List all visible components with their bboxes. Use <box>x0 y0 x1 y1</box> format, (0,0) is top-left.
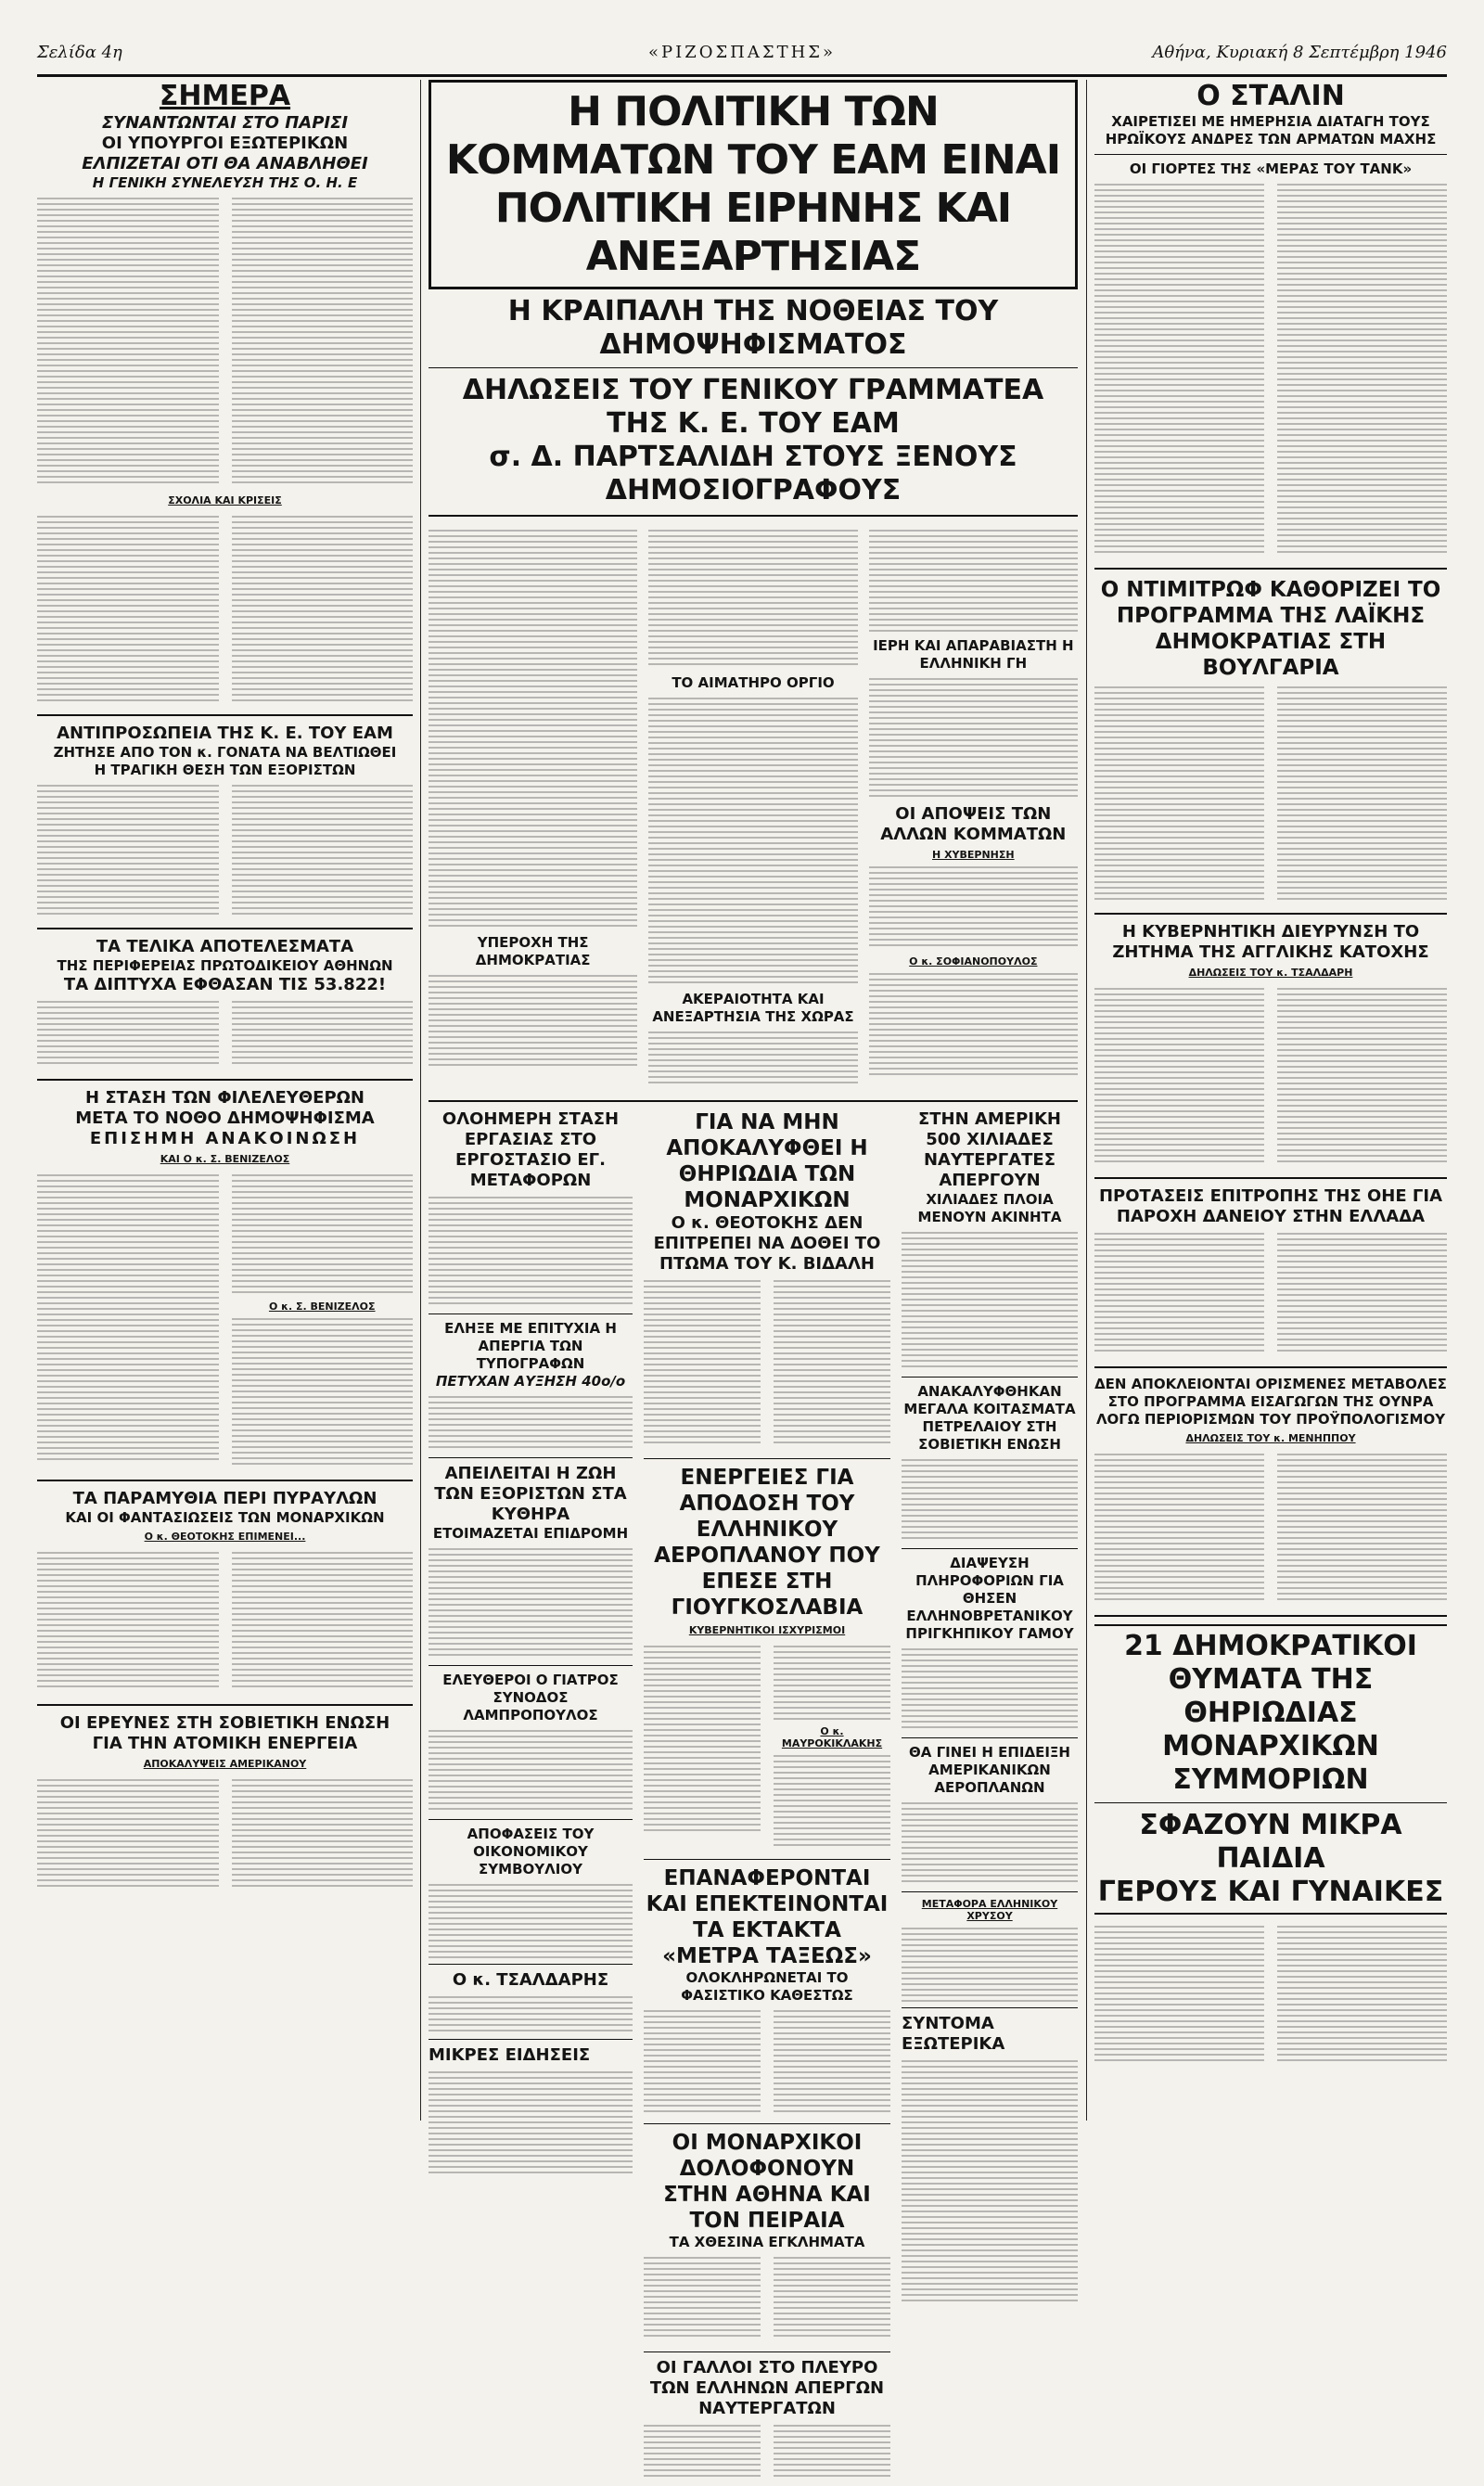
article-headline: ΤΑ ΠΑΡΑΜΥΘΙΑ ΠΕΡΙ ΠΥΡΑΥΛΩΝ <box>72 1489 377 1508</box>
lead-headline: ΠΟΛΙΤΙΚΗ ΕΙΡΗΝΗΣ ΚΑΙ ΑΝΕΞΑΡΤΗΣΙΑΣ <box>494 185 1012 280</box>
article-subheadline: ΕΤΟΙΜΑΖΕΤΑΙ ΕΠΙΔΡΟΜΗ <box>432 1525 629 1542</box>
article-headline: ΟΛΟΗΜΕΡΗ ΣΤΑΣΗ ΕΡΓΑΣΙΑΣ ΣΤΟ ΕΡΓΟΣΤΑΣΙΟ ΕΓ. ΜΕΤΑΦΟΡΩΝ <box>441 1109 620 1190</box>
article-headline: ΓΙΑ ΝΑ ΜΗΝ ΑΠΟΚΑΛΥΦΘΕΙ Η ΘΗΡΙΩΔΙΑ ΤΩΝ ΜΟΝΑΡΧΙΚΩΝ <box>666 1110 868 1212</box>
right-column <box>1094 80 1447 2070</box>
article-byline: Ο κ. ΣΟΦΙΑΝΟΠΟΥΛΟΣ <box>909 955 1038 967</box>
article-byline: ΔΗΛΩΣΕΙΣ ΤΟΥ κ. ΤΣΑΛΔΑΡΗ <box>1188 967 1353 979</box>
article-headline: ΟΙ ΕΡΕΥΝΕΣ ΣΤΗ ΣΟΒΙΕΤΙΚΗ ΕΝΩΣΗ <box>59 1713 390 1733</box>
lower-center-grid <box>429 1109 1078 2486</box>
article-headline: ΘΑ ΓΙΝΕΙ Η ΕΠΙΔΕΙΞΗ ΑΜΕΡΙΚΑΝΙΚΩΝ ΑΕΡΟΠΛΑΝΩΝ <box>909 1744 1070 1796</box>
article-headline: ΜΟΝΑΡΧΙΚΩΝ ΣΥΜΜΟΡΙΩΝ <box>1162 1730 1379 1796</box>
article-headline: 21 ΔΗΜΟΚΡΑΤΙΚΟΙ <box>1124 1630 1417 1662</box>
article-subheadline: ΓΕΡΟΥΣ ΚΑΙ ΓΥΝΑΙΚΕΣ <box>1097 1876 1444 1908</box>
article-byline: ΜΕΤΑΦΟΡΑ ΕΛΛΗΝΙΚΟΥ ΧΡΥΣΟΥ <box>921 1898 1058 1922</box>
article-subheadline: ΕΠΙΣΗΜΗ ΑΝΑΚΟΙΝΩΣΗ <box>89 1129 361 1148</box>
article-headline: Ο κ. ΤΣΑΛΔΑΡΗΣ <box>452 1970 609 1990</box>
lead-article-body <box>429 524 1078 1093</box>
article-headline: ΘΥΜΑΤΑ ΤΗΣ ΘΗΡΙΩΔΙΑΣ <box>1168 1663 1374 1729</box>
article-headline: ΕΛΕΥΘΕΡΟΙ Ο ΓΙΑΤΡΟΣ ΣΥΝΟΔΟΣ ΛΑΜΠΡΟΠΟΥΛΟΣ <box>442 1672 619 1724</box>
article-body <box>37 192 413 491</box>
left-column <box>37 80 413 1896</box>
article-subheadline: ΖΗΤΗΣΕ ΑΠΟ ΤΟΝ κ. ΓΟΝΑΤΑ ΝΑ ΒΕΛΤΙΩΘΕΙ <box>53 744 397 761</box>
article-subheadline: ΧΑΙΡΕΤΙΣΕΙ ΜΕ ΗΜΕΡΗΣΙΑ ΔΙΑΤΑΓΗ ΤΟΥΣ ΗΡΩΪΚΟΥΣ ΑΝΔΡΕΣ ΤΩΝ ΑΡΜΑΤΩΝ ΜΑΧΗΣ <box>1105 113 1437 147</box>
article-subheadline: Η ΤΡΑΓΙΚΗ ΘΕΣΗ ΤΩΝ ΕΞΟΡΙΣΤΩΝ <box>94 762 356 778</box>
article-subheadline: ΚΑΙ ΟΙ ΦΑΝΤΑΣΙΩΣΕΙΣ ΤΩΝ ΜΟΝΑΡΧΙΚΩΝ <box>65 1509 385 1526</box>
article-byline: Ο κ. Σ. ΒΕΝΙΖΕΛΟΣ <box>268 1301 376 1313</box>
article-byline: ΚΥΒΕΡΝΗΤΙΚΟΙ ΙΣΧΥΡΙΣΜΟΙ <box>688 1624 846 1636</box>
article-headline: ΑΠΕΙΛΕΙΤΑΙ Η ΖΩΗ ΤΩΝ ΕΞΟΡΙΣΤΩΝ ΣΤΑ ΚΥΘΗΡΑ <box>434 1464 627 1524</box>
article-subheadline: Η ΓΕΝΙΚΗ ΣΥΝΕΛΕΥΣΗ ΤΗΣ Ο. Η. Ε <box>92 174 358 191</box>
article-headline: ΑΝΑΚΑΛΥΦΘΗΚΑΝ ΜΕΓΑΛΑ ΚΟΙΤΑΣΜΑΤΑ ΠΕΤΡΕΛΑΙΟΥ ΣΤΗ ΣΟΒΙΕΤΙΚΗ ΕΝΩΣΗ <box>903 1383 1076 1453</box>
article-subheadline: ΤΑ ΔΙΠΤΥΧΑ ΕΦΘΑΣΑΝ ΤΙΣ 53.822! <box>63 975 387 994</box>
article-subheadline: ΤΟ ΑΙΜΑΤΗΡΟ ΟΡΓΙΟ <box>672 674 835 691</box>
lead-subheadline: σ. Δ. ΠΑΡΤΣΑΛΙΔΗ ΣΤΟΥΣ ΞΕΝΟΥΣ ΔΗΜΟΣΙΟΓΡΑΦΟΥΣ <box>489 441 1017 506</box>
column-divider <box>1086 80 1087 2121</box>
article-headline: ΕΛΗΞΕ ΜΕ ΕΠΙΤΥΧΙΑ Η ΑΠΕΡΓΙΑ ΤΩΝ ΤΥΠΟΓΡΑΦΩΝ <box>444 1320 617 1372</box>
article-subheadline: ΕΛΠΙΖΕΤΑΙ ΟΤΙ ΘΑ ΑΝΑΒΛΗΘΕΙ <box>82 154 368 173</box>
article-headline: ΟΙ ΜΟΝΑΡΧΙΚΟΙ ΔΟΛΟΦΟΝΟΥΝ ΣΤΗΝ ΑΘΗΝΑ ΚΑΙ ΤΟΝ ΠΕΙΡΑΙΑ <box>663 2131 871 2233</box>
issue-date: Αθήνα, Κυριακή 8 Σεπτέμβρη 1946 <box>1152 43 1447 62</box>
column-divider <box>420 80 421 2121</box>
section-heading: ΜΙΚΡΕΣ ΕΙΔΗΣΕΙΣ <box>429 2045 591 2065</box>
article-headline: ΕΝΕΡΓΕΙΕΣ ΓΙΑ ΑΠΟΔΟΣΗ ΤΟΥ ΕΛΛΗΝΙΚΟΥ ΑΕΡΟΠΛΑΝΟΥ ΠΟΥ ΕΠΕΣΕ ΣΤΗ ΓΙΟΥΓΚΟΣΛΑΒΙΑ <box>654 1466 880 1620</box>
lead-subheadline: Η ΚΡΑΙΠΑΛΗ ΤΗΣ ΝΟΘΕΙΑΣ ΤΟΥ ΔΗΜΟΨΗΦΙΣΜΑΤΟΣ <box>507 295 999 361</box>
article-body <box>37 1169 413 1472</box>
article-headline: ΔΙΑΨΕΥΣΗ ΠΛΗΡΟΦΟΡΙΩΝ ΓΙΑ ΘΗΣΕΝ ΕΛΛΗΝΟΒΡΕΤΑΝΙΚΟΥ ΠΡΙΓΚΗΠΙΚΟΥ ΓΑΜΟΥ <box>905 1555 1074 1642</box>
article-headline: ΟΙ ΓΑΛΛΟΙ ΣΤΟ ΠΛΕΥΡΟ ΤΩΝ ΕΛΛΗΝΩΝ ΑΠΕΡΓΩΝ ΝΑΥΤΕΡΓΑΤΩΝ <box>649 2358 885 2418</box>
article-body <box>37 1774 413 1896</box>
article-subheadline: ΟΛΟΚΛΗΡΩΝΕΤΑΙ ΤΟ ΦΑΣΙΣΤΙΚΟ ΚΑΘΕΣΤΩΣ <box>681 1969 853 2004</box>
lead-headline-box <box>429 80 1078 289</box>
article-headline: ΕΠΑΝΑΦΕΡΟΝΤΑΙ ΚΑΙ ΕΠΕΚΤΕΙΝΟΝΤΑΙ ΤΑ ΕΚΤΑΚΤΑ «ΜΕΤΡΑ ΤΑΞΕΩΣ» <box>646 1866 889 1968</box>
article-subheadline: ΤΗΣ ΠΕΡΙΦΕΡΕΙΑΣ ΠΡΩΤΟΔΙΚΕΙΟΥ ΑΘΗΝΩΝ <box>57 957 393 974</box>
article-byline: ΔΗΛΩΣΕΙΣ ΤΟΥ κ. ΜΕΝΗΠΠΟΥ <box>1185 1432 1356 1444</box>
article-body <box>37 1546 413 1697</box>
lead-subheadline: ΔΗΛΩΣΕΙΣ ΤΟΥ ΓΕΝΙΚΟΥ ΓΡΑΜΜΑΤΕΑ ΤΗΣ Κ. Ε. ΤΟΥ ΕΑΜ <box>462 374 1044 440</box>
article-byline: Ο κ. ΜΑΥΡΟΚΙΚΛΑΚΗΣ <box>781 1725 883 1749</box>
article-headline: ΣΥΝΑΝΤΩΝΤΑΙ ΣΤΟ ΠΑΡΙΣΙ <box>101 113 349 133</box>
article-subheadline: ΑΚΕΡΑΙΟΤΗΤΑ ΚΑΙ ΑΝΕΞΑΡΤΗΣΙΑ ΤΗΣ ΧΩΡΑΣ <box>652 991 854 1025</box>
article-body <box>37 510 413 707</box>
article-headline: ΑΠΟΦΑΣΕΙΣ ΤΟΥ ΟΙΚΟΝΟΜΙΚΟΥ ΣΥΜΒΟΥΛΙΟΥ <box>467 1826 595 1877</box>
section-label: ΣΧΟΛΙΑ ΚΑΙ ΚΡΙΣΕΙΣ <box>168 494 282 506</box>
article-headline: Ο ΝΤΙΜΙΤΡΩΦ ΚΑΘΟΡΙΖΕΙ ΤΟ ΠΡΟΓΡΑΜΜΑ ΤΗΣ ΛΑΪΚΗΣ ΔΗΜΟΚΡΑΤΙΑΣ ΣΤΗ ΒΟΥΛΓΑΡΙΑ <box>1100 578 1441 680</box>
atrocity-headline-box <box>1094 1624 1447 1915</box>
section-heading: ΣΥΝΤΟΜΑ ΕΞΩΤΕΡΙΚΑ <box>902 2014 1005 2054</box>
article-subheadline: ΙΕΡΗ ΚΑΙ ΑΠΑΡΑΒΙΑΣΤΗ Η ΕΛΛΗΝΙΚΗ ΓΗ <box>873 637 1074 672</box>
article-byline: ΑΠΟΚΑΛΥΨΕΙΣ ΑΜΕΡΙΚΑΝΟΥ <box>143 1758 307 1770</box>
article-subheadline: ΓΙΑ ΤΗΝ ΑΤΟΜΙΚΗ ΕΝΕΡΓΕΙΑ <box>92 1734 358 1753</box>
article-subheadline: ΟΙ ΓΙΟΡΤΕΣ ΤΗΣ «ΜΕΡΑΣ ΤΟΥ ΤΑΝΚ» <box>1129 160 1413 177</box>
article-headline: Ο ΣΤΑΛΙΝ <box>1196 80 1345 112</box>
article-headline: Η ΣΤΑΣΗ ΤΩΝ ΦΙΛΕΛΕΥΘΕΡΩΝ <box>84 1088 365 1108</box>
article-headline: ΤΑ ΤΕΛΙΚΑ ΑΠΟΤΕΛΕΣΜΑΤΑ <box>96 937 354 956</box>
article-byline: Η ΧΥΒΕΡΝΗΣΗ <box>932 849 1015 861</box>
article-subheadline: ΠΕΤΥΧΑΝ ΑΥΞΗΣΗ 40ο/ο <box>435 1373 626 1390</box>
masthead <box>37 37 1447 77</box>
article-byline: ΚΑΙ Ο κ. Σ. ΒΕΝΙΖΕΛΟΣ <box>160 1153 290 1165</box>
lead-headline: Η ΠΟΛΙΤΙΚΗ ΤΩΝ ΚΟΜΜΑΤΩΝ ΤΟΥ ΕΑΜ ΕΙΝΑΙ <box>445 88 1061 184</box>
article-subheadline: Ο κ. ΘΕΟΤΟΚΗΣ ΔΕΝ ΕΠΙΤΡΕΠΕΙ ΝΑ ΔΟΘΕΙ ΤΟ ΠΤΩΜΑ ΤΟΥ Κ. ΒΙΔΑΛΗ <box>653 1213 881 1274</box>
article-body <box>37 779 413 920</box>
article-headline: ΣΤΗΝ ΑΜΕΡΙΚΗ 500 ΧΙΛΙΑΔΕΣ ΝΑΥΤΕΡΓΑΤΕΣ ΑΠΕΡΓΟΥΝ <box>917 1109 1061 1190</box>
article-body <box>37 995 413 1071</box>
article-headline: Η ΚΥΒΕΡΝΗΤΙΚΗ ΔΙΕΥΡΥΝΣΗ ΤΟ ΖΗΤΗΜΑ ΤΗΣ ΑΓΓΛΙΚΗΣ ΚΑΤΟΧΗΣ <box>1112 922 1429 962</box>
article-headline: ΔΕΝ ΑΠΟΚΛΕΙΟΝΤΑΙ ΟΡΙΣΜΕΝΕΣ ΜΕΤΑΒΟΛΕΣ ΣΤΟ ΠΡΟΓΡΑΜΜΑ ΕΙΣΑΓΩΓΩΝ ΤΗΣ ΟΥΝΡΑ ΛΟΓΩ ΠΕΡΙΟΡΙΣΜΩΝ ΤΟΥ ΠΡΟΫΠΟΛΟΓΙΣΜΟΥ <box>1094 1376 1447 1428</box>
article-subheadline: ΣΦΑΖΟΥΝ ΜΙΚΡΑ ΠΑΙΔΙΑ <box>1139 1809 1402 1875</box>
article-subheadline: ΧΙΛΙΑΔΕΣ ΠΛΟΙΑ ΜΕΝΟΥΝ ΑΚΙΝΗΤΑ <box>917 1191 1062 1225</box>
today-heading: ΣΗΜΕΡΑ <box>159 80 291 112</box>
article-subheadline: ΜΕΤΑ ΤΟ ΝΟΘΟ ΔΗΜΟΨΗΦΙΣΜΑ <box>75 1108 375 1128</box>
article-headline: ΠΡΟΤΑΣΕΙΣ ΕΠΙΤΡΟΠΗΣ ΤΗΣ ΟΗΕ ΓΙΑ ΠΑΡΟΧΗ ΔΑΝΕΙΟΥ ΣΤΗΝ ΕΛΛΑΔΑ <box>1098 1186 1443 1226</box>
article-headline: ΑΝΤΙΠΡΟΣΩΠΕΙΑ ΤΗΣ Κ. Ε. ΤΟΥ ΕΑΜ <box>57 724 393 743</box>
article-subheadline: ΟΙ ΑΠΟΨΕΙΣ ΤΩΝ ΑΛΛΩΝ ΚΟΜΜΑΤΩΝ <box>880 804 1067 844</box>
center-column <box>429 80 1078 2486</box>
page-number: Σελίδα 4η <box>37 43 122 62</box>
article-subheadline: ΟΙ ΥΠΟΥΡΓΟΙ ΕΞΩΤΕΡΙΚΩΝ <box>101 134 349 153</box>
newspaper-title: «ΡΙΖΟΣΠΑΣΤΗΣ» <box>647 43 837 62</box>
article-subheadline: ΥΠΕΡΟΧΗ ΤΗΣ ΔΗΜΟΚΡΑΤΙΑΣ <box>475 934 591 968</box>
article-byline: Ο κ. ΘΕΟΤΟΚΗΣ ΕΠΙΜΕΝΕΙ... <box>144 1531 306 1543</box>
article-subheadline: ΤΑ ΧΘΕΣΙΝΑ ΕΓΚΛΗΜΑΤΑ <box>669 2234 865 2250</box>
